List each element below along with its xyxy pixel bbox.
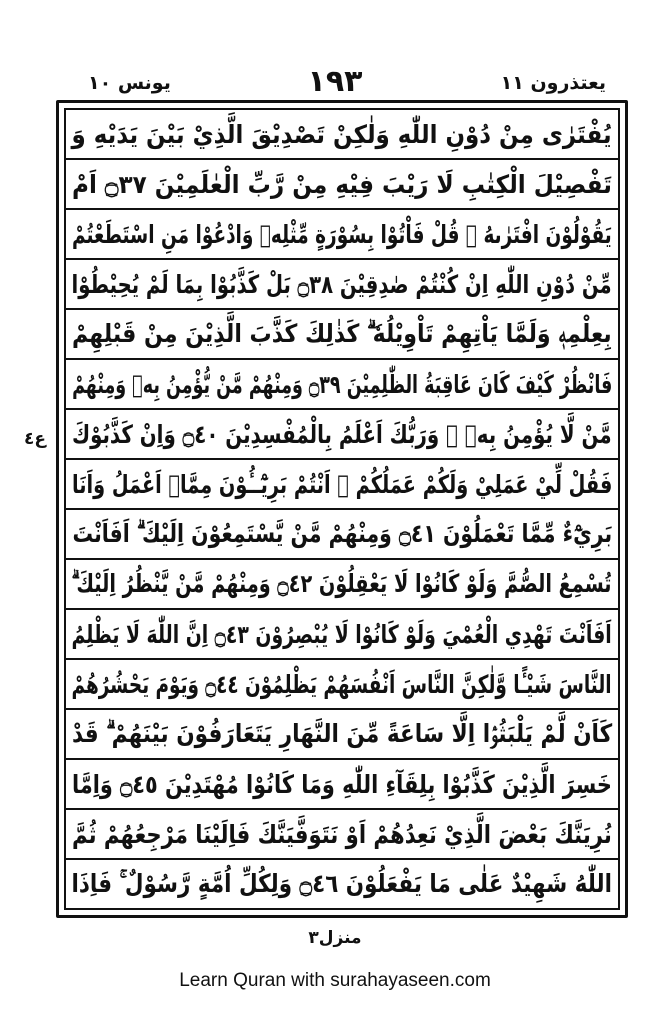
text-line-9: بَرِيْٓءٌ مِّمَّا تَعْمَلُوْنَ ۝٤١ وَمِنْهُمْ مَّنْ يَّسْتَمِعُوْنَ اِلَيْكَ ۗ اَفَاَنْتَ [66,510,618,560]
text-line-6: فَانْظُرْ كَيْفَ كَانَ عَاقِبَةُ الظّٰلِمِيْنَ ۝٣٩ وَمِنْهُمْ مَّنْ يُّؤْمِنُ بِهٖ وَمِنْهُمْ [66,360,618,410]
text-line-4: مِّنْ دُوْنِ اللّٰهِ اِنْ كُنْتُمْ صٰدِقِيْنَ ۝٣٨ بَلْ كَذَّبُوْا بِمَا لَمْ يُحِيْطُوْا [66,260,618,310]
text-line-7: مَّنْ لَّا يُؤْمِنُ بِهٖ ۗ وَرَبُّكَ اَعْلَمُ بِالْمُفْسِدِيْنَ ۝٤٠ وَاِنْ كَذَّبُوْكَ [66,410,618,460]
page-number: ١٩٣ [307,64,363,99]
juz-title: يعتذرون ١١ [500,72,606,94]
surah-title: يونس ١٠ [88,72,171,94]
text-line-5: بِعِلْمِهٖ وَلَمَّا يَاْتِهِمْ تَاْوِيْلُهٗ ۗ كَذٰلِكَ كَذَّبَ الَّذِيْنَ مِنْ قَبْلِهِمْ [66,310,618,360]
footer-credit: Learn Quran with surahayaseen.com [179,970,491,991]
manzil-label: منزل٣ [308,928,362,948]
quran-text-block [66,110,618,908]
text-line-13: كَاَنْ لَّمْ يَلْبَثُوْۤا اِلَّا سَاعَةً مِّنَ النَّهَارِ يَتَعَارَفُوْنَ بَيْنَهُمْ ۗ قَدْ [66,710,618,760]
text-line-10: تُسْمِعُ الصُّمَّ وَلَوْ كَانُوْا لَا يَعْقِلُوْنَ ۝٤٢ وَمِنْهُمْ مَّنْ يَّنْظُرُ اِلَيْكَ ۗ [66,560,618,610]
text-line-3: يَقُوْلُوْنَ افْتَرٰىهُ ۗ قُلْ فَاْتُوْا بِسُوْرَةٍ مِّثْلِهٖ وَادْعُوْا مَنِ اسْتَطَعْتُمْ [66,210,618,260]
text-line-1: يُفْتَرٰى مِنْ دُوْنِ اللّٰهِ وَلٰكِنْ تَصْدِيْقَ الَّذِيْ بَيْنَ يَدَيْهِ وَ [66,110,618,160]
text-line-8: فَقُلْ لِّيْ عَمَلِيْ وَلَكُمْ عَمَلُكُمْ ۚ اَنْتُمْ بَرِيْٓــُٔوْنَ مِمَّاۤ اَعْمَلُ وَاَنَا [66,460,618,510]
text-line-12: النَّاسَ شَيْـًٔا وَّلٰكِنَّ النَّاسَ اَنْفُسَهُمْ يَظْلِمُوْنَ ۝٤٤ وَيَوْمَ يَحْشُرُهُمْ [66,660,618,710]
text-line-14: خَسِرَ الَّذِيْنَ كَذَّبُوْا بِلِقَآءِ اللّٰهِ وَمَا كَانُوْا مُهْتَدِيْنَ ۝٤٥ وَاِمَّا [66,760,618,810]
ruku-marker: ع٤ [23,429,46,449]
text-line-11: اَفَاَنْتَ تَهْدِي الْعُمْيَ وَلَوْ كَانُوْا لَا يُبْصِرُوْنَ ۝٤٣ اِنَّ اللّٰهَ لَا يَظْلِمُ [66,610,618,660]
text-line-16: اللّٰهُ شَهِيْدٌ عَلٰى مَا يَفْعَلُوْنَ ۝٤٦ وَلِكُلِّ اُمَّةٍ رَّسُوْلٌ ۚ فَاِذَا [71,869,613,898]
text-line-15: نُرِيَنَّكَ بَعْضَ الَّذِيْ نَعِدُهُمْ اَوْ نَتَوَفَّيَنَّكَ فَاِلَيْنَا مَرْجِعُهُمْ ثُمَّ [66,810,618,860]
text-line-2: تَفْصِيْلَ الْكِتٰبِ لَا رَيْبَ فِيْهِ مِنْ رَّبِّ الْعٰلَمِيْنَ ۝٣٧ اَمْ [66,160,618,210]
